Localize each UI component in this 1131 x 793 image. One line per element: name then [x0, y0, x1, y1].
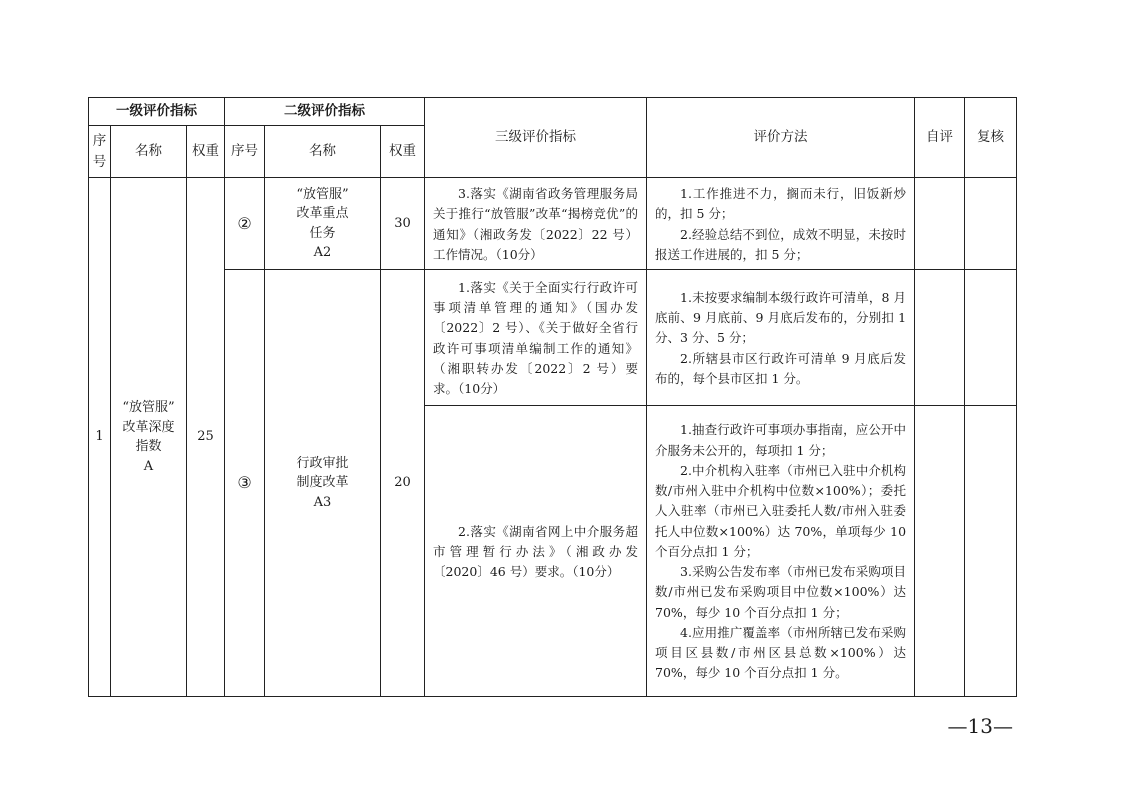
method-line: 2.中介机构入驻率（市州已入驻中介机构数/市州入驻中介机构中位数×100%）；委托人入驻率（市州已入驻委托人数/市州入驻委托人中位数×100%）达 70%，单项每少 10 个百分点扣 1 分； [655, 462, 907, 559]
name-header: 名称 [111, 126, 187, 178]
level2-header: 二级评价指标 [225, 98, 425, 126]
evaluation-method [647, 270, 915, 406]
level1-weight: 25 [187, 178, 225, 697]
level1-seq: 1 [89, 178, 111, 697]
review-cell [965, 270, 1017, 406]
level1-name: “放管服” 改革深度 指数 A [111, 178, 187, 697]
review-cell [965, 406, 1017, 697]
method-line: 1.抽查行政许可事项办事指南，应公开中介服务未公开的，每项扣 1 分； [655, 422, 907, 458]
level2-seq: ③ [225, 270, 265, 697]
self-eval-cell [915, 406, 965, 697]
level3-task [425, 406, 647, 697]
method-header: 评价方法 [647, 98, 915, 178]
method-line: 3.采购公告发布率（市州已发布采购项目数/市州已发布采购项目中位数×100%）达 70%，每少 10 个百分点扣 1 分； [655, 564, 907, 620]
level2-name: “放管服” 改革重点 任务 A2 [265, 178, 381, 270]
level2-weight: 30 [381, 178, 425, 270]
table-row [89, 270, 1017, 406]
level2-name: 行政审批 制度改革 A3 [265, 270, 381, 697]
review-header: 复核 [965, 98, 1017, 178]
level2-seq: ② [225, 178, 265, 270]
task-text: 2.落实《湖南省网上中介服务超市管理暂行办法》（湘政办发〔2020〕46 号）要求。（10分） [433, 523, 639, 580]
method-line: 1.工作推进不力，搁而未行，旧饭新炒的，扣 5 分； [655, 186, 907, 222]
task-text: 1.落实《关于全面实行行政许可事项清单管理的通知》（国办发〔2022〕2 号）、《关于做好全省行政许可事项清单编制工作的通知》（湘职转办发〔2022〕2 号）要求。（10分） [433, 279, 639, 396]
level1-header: 一级评价指标 [89, 98, 225, 126]
weight-header: 权重 [187, 126, 225, 178]
level3-header: 三级评价指标 [425, 98, 647, 178]
page-number: —13— [947, 714, 1013, 738]
method-line: 1.未按要求编制本级行政许可清单，8 月底前、9 月底前、9 月底后发布的，分别扣 1 分、3 分、5 分； [655, 289, 907, 346]
method-line: 2.所辖县市区行政许可清单 9 月底后发布的，每个县市区扣 1 分。 [655, 350, 907, 386]
table-row [89, 178, 1017, 270]
method-line: 4.应用推广覆盖率（市州所辖已发布采购项目区县数/市州区县总数×100%）达 70%，每少 10 个百分点扣 1 分。 [655, 624, 907, 681]
level3-task [425, 270, 647, 406]
method-line: 2.经验总结不到位，成效不明显，未按时报送工作进展的，扣 5 分； [655, 226, 907, 262]
review-cell [965, 178, 1017, 270]
task-text: 3.落实《湖南省政务管理服务局关于推行“放管服”改革“揭榜竞优”的通知》（湘政务发〔2022〕22 号）工作情况。（10分） [433, 186, 639, 262]
self-eval-cell [915, 178, 965, 270]
evaluation-table [88, 97, 1017, 697]
self-eval-cell [915, 270, 965, 406]
name2-header: 名称 [265, 126, 381, 178]
level3-task [425, 178, 647, 270]
seq2-header: 序号 [225, 126, 265, 178]
evaluation-table-wrapper [88, 97, 1016, 696]
level2-weight: 20 [381, 270, 425, 697]
evaluation-method [647, 406, 915, 697]
evaluation-method [647, 178, 915, 270]
self-eval-header: 自评 [915, 98, 965, 178]
header-row-top [89, 98, 1017, 126]
weight2-header: 权重 [381, 126, 425, 178]
seq-header: 序 号 [89, 126, 111, 178]
